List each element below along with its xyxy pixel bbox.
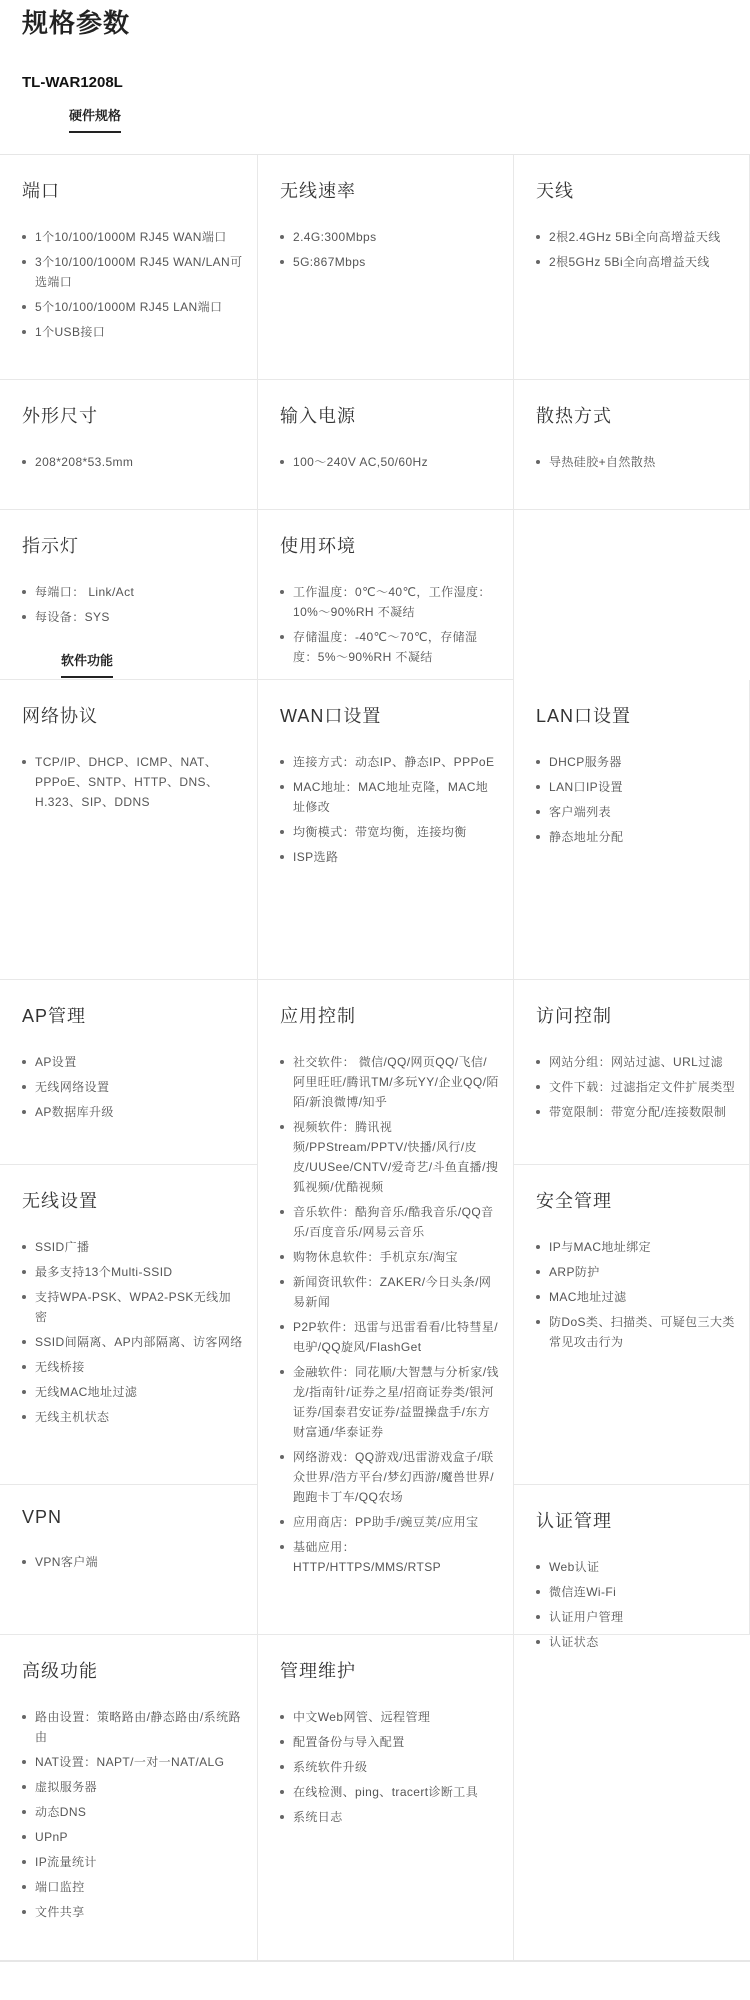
spec-item: SSID间隔离、AP内部隔离、访客网络 (22, 1332, 243, 1352)
spec-item: MAC地址过滤 (536, 1287, 735, 1307)
spec-item: IP流量统计 (22, 1852, 243, 1872)
spec-title: 高级功能 (22, 1661, 98, 1681)
spec-title: 无线设置 (22, 1191, 98, 1211)
spec-cell-maintenance (258, 1635, 514, 1960)
spec-item: 配置备份与导入配置 (280, 1732, 499, 1752)
spec-cell-vpn (0, 1485, 258, 1635)
spec-item: 2根5GHz 5Bi全向高增益天线 (536, 252, 735, 272)
spec-item: VPN客户端 (22, 1552, 243, 1572)
spec-list (536, 752, 735, 847)
spec-item: 端口监控 (22, 1877, 243, 1897)
spec-item: 每端口： Link/Act (22, 582, 243, 602)
divider (0, 1960, 750, 1962)
spec-item: DHCP服务器 (536, 752, 735, 772)
spec-title: LAN口设置 (536, 706, 632, 726)
spec-cell-wireless-settings (0, 1165, 258, 1485)
spec-cell-access-control (514, 980, 750, 1165)
spec-cell-power (258, 380, 514, 510)
spec-item: 购物休息软件：手机京东/淘宝 (280, 1247, 499, 1267)
spec-list (22, 752, 243, 812)
spec-item: 带宽限制：带宽分配/连接数限制 (536, 1102, 735, 1122)
spec-item: 微信连Wi-Fi (536, 1582, 735, 1602)
spec-cell-authentication (514, 1485, 750, 1649)
spec-item: 工作温度：0℃～40℃，工作湿度：10%～90%RH 不凝结 (280, 582, 499, 622)
spec-title: 应用控制 (280, 1006, 356, 1026)
spec-item: 208*208*53.5mm (22, 452, 243, 472)
spec-cell-security (514, 1165, 750, 1485)
spec-item: LAN口IP设置 (536, 777, 735, 797)
spec-item: 最多支持13个Multi-SSID (22, 1262, 243, 1282)
tab-hardware[interactable]: 硬件规格 (69, 105, 121, 133)
spec-cell-ap-management (0, 980, 258, 1165)
spec-title: 无线速率 (280, 181, 356, 201)
spec-item: 无线MAC地址过滤 (22, 1382, 243, 1402)
spec-cell-app-control (258, 980, 514, 1635)
tab-software[interactable]: 软件功能 (61, 650, 113, 678)
spec-list (536, 1557, 735, 1652)
spec-item: 新闻资讯软件：ZAKER/今日头条/网易新闻 (280, 1272, 499, 1312)
spec-item: 视频软件：腾讯视频/PPStream/PPTV/快播/风行/皮皮/UUSee/CNTV/爱奇艺/斗鱼直播/搜狐视频/优酷视频 (280, 1117, 499, 1197)
spec-item: 无线主机状态 (22, 1407, 243, 1427)
spec-item: 金融软件：同花顺/大智慧与分析家/钱龙/指南针/证券之星/招商证券类/银河证券/国泰君安证券/益盟操盘手/东方财富通/华泰证券 (280, 1362, 499, 1442)
spec-title: 端口 (22, 181, 60, 201)
spec-cell-advanced (0, 1635, 258, 1960)
spec-title: VPN (22, 1507, 63, 1527)
spec-item: 认证状态 (536, 1632, 735, 1652)
spec-item: 文件下载：过滤指定文件扩展类型 (536, 1077, 735, 1097)
spec-item: AP设置 (22, 1052, 243, 1072)
spec-cell-lan (514, 680, 750, 980)
spec-item: 5G:867Mbps (280, 252, 499, 272)
spec-item: ISP选路 (280, 847, 499, 867)
spec-list (280, 227, 499, 272)
spec-list (22, 1237, 243, 1427)
spec-item: 无线桥接 (22, 1357, 243, 1377)
spec-item: 100～240V AC,50/60Hz (280, 452, 499, 472)
spec-item: 1个10/100/1000M RJ45 WAN端口 (22, 227, 243, 247)
spec-item: ARP防护 (536, 1262, 735, 1282)
spec-item: 路由设置：策略路由/静态路由/系统路由 (22, 1707, 243, 1747)
spec-cell-wan (258, 680, 514, 980)
spec-list (536, 227, 735, 272)
spec-cell-wireless-rate (258, 155, 514, 380)
spec-item: 存储温度：-40℃～70℃，存储湿度：5%～90%RH 不凝结 (280, 627, 499, 667)
spec-item: 中文Web网管、远程管理 (280, 1707, 499, 1727)
page-title: 规格参数 (22, 8, 131, 38)
spec-title: 管理维护 (280, 1661, 356, 1681)
spec-title: AP管理 (22, 1006, 87, 1026)
spec-item: 1个USB接口 (22, 322, 243, 342)
spec-item: 网站分组：网站过滤、URL过滤 (536, 1052, 735, 1072)
spec-item: MAC地址：MAC地址克隆，MAC地址修改 (280, 777, 499, 817)
spec-title: 安全管理 (536, 1191, 612, 1211)
spec-list (22, 1052, 243, 1122)
spec-item: P2P软件：迅雷与迅雷看看/比特彗星/电驴/QQ旋风/FlashGet (280, 1317, 499, 1357)
spec-item: 文件共享 (22, 1902, 243, 1922)
spec-list (280, 452, 499, 472)
spec-item: 在线检测、ping、tracert诊断工具 (280, 1782, 499, 1802)
spec-title: WAN口设置 (280, 706, 382, 726)
spec-item: 应用商店：PP助手/豌豆荚/应用宝 (280, 1512, 499, 1532)
spec-cell-indicators (0, 510, 258, 680)
spec-item: TCP/IP、DHCP、ICMP、NAT、PPPoE、SNTP、HTTP、DNS、H.323、SIP、DDNS (22, 752, 243, 812)
spec-item: Web认证 (536, 1557, 735, 1577)
spec-list (22, 1707, 243, 1922)
spec-cell-environment (258, 510, 514, 680)
spec-list (536, 1237, 735, 1352)
spec-item: 导热硅胶+自然散热 (536, 452, 735, 472)
spec-item: NAT设置：NAPT/一对一NAT/ALG (22, 1752, 243, 1772)
spec-list (536, 452, 735, 472)
model-name: TL-WAR1208L (22, 74, 123, 91)
spec-list (22, 582, 243, 627)
spec-item: 社交软件： 微信/QQ/网页QQ/飞信/阿里旺旺/腾讯TM/多玩YY/企业QQ/陌陌/新浪微博/知乎 (280, 1052, 499, 1112)
spec-list (22, 227, 243, 342)
spec-item: IP与MAC地址绑定 (536, 1237, 735, 1257)
spec-item: 虚拟服务器 (22, 1777, 243, 1797)
spec-cell-ports (0, 155, 258, 380)
spec-item: 系统软件升级 (280, 1757, 499, 1777)
spec-item: 支持WPA-PSK、WPA2-PSK无线加密 (22, 1287, 243, 1327)
spec-title: 网络协议 (22, 706, 98, 726)
spec-item: 均衡模式：带宽均衡，连接均衡 (280, 822, 499, 842)
spec-item: 基础应用：HTTP/HTTPS/MMS/RTSP (280, 1537, 499, 1577)
spec-list (22, 452, 243, 472)
spec-title: 外形尺寸 (22, 406, 98, 426)
spec-item: 动态DNS (22, 1802, 243, 1822)
spec-list (536, 1052, 735, 1122)
spec-cell-antenna (514, 155, 750, 380)
spec-item: 静态地址分配 (536, 827, 735, 847)
spec-list (280, 752, 499, 867)
spec-item: 2根2.4GHz 5Bi全向高增益天线 (536, 227, 735, 247)
spec-title: 访问控制 (536, 1006, 612, 1026)
spec-item: 网络游戏：QQ游戏/迅雷游戏盒子/联众世界/浩方平台/梦幻西游/魔兽世界/跑跑卡丁车/QQ农场 (280, 1447, 499, 1507)
spec-item: 无线网络设置 (22, 1077, 243, 1097)
spec-list (22, 1552, 243, 1572)
spec-cell-cooling (514, 380, 750, 510)
spec-item: 3个10/100/1000M RJ45 WAN/LAN可选端口 (22, 252, 243, 292)
spec-item: 音乐软件：酷狗音乐/酷我音乐/QQ音乐/百度音乐/网易云音乐 (280, 1202, 499, 1242)
spec-item: 5个10/100/1000M RJ45 LAN端口 (22, 297, 243, 317)
spec-title: 使用环境 (280, 536, 356, 556)
spec-item: 客户端列表 (536, 802, 735, 822)
spec-item: SSID广播 (22, 1237, 243, 1257)
spec-item: AP数据库升级 (22, 1102, 243, 1122)
spec-cell-dimensions (0, 380, 258, 510)
spec-list (280, 1707, 499, 1827)
spec-title: 指示灯 (22, 536, 79, 556)
spec-title: 认证管理 (536, 1511, 612, 1531)
spec-title: 输入电源 (280, 406, 356, 426)
spec-item: 防DoS类、扫描类、可疑包三大类常见攻击行为 (536, 1312, 735, 1352)
spec-item: 连接方式：动态IP、静态IP、PPPoE (280, 752, 499, 772)
spec-item: 认证用户管理 (536, 1607, 735, 1627)
spec-item: 系统日志 (280, 1807, 499, 1827)
spec-list (280, 1052, 499, 1577)
spec-list (280, 582, 499, 667)
spec-item: UPnP (22, 1827, 243, 1847)
spec-title: 散热方式 (536, 406, 612, 426)
spec-item: 2.4G:300Mbps (280, 227, 499, 247)
spec-item: 每设备：SYS (22, 607, 243, 627)
spec-title: 天线 (536, 181, 574, 201)
spec-cell-protocols (0, 680, 258, 980)
